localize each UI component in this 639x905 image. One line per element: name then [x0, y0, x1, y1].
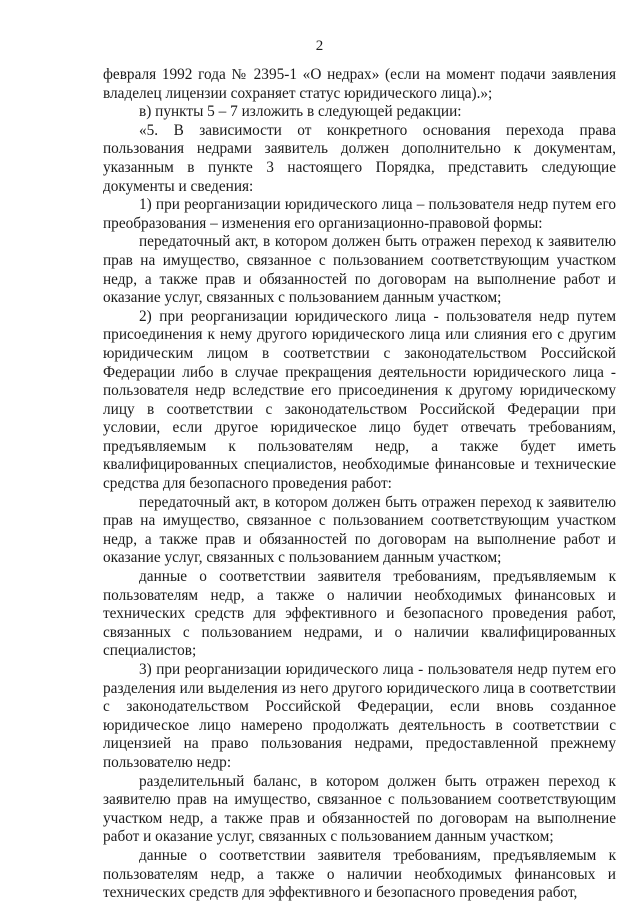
paragraph-continuation: февраля 1992 года № 2395-1 «О недрах» (если на момент подачи заявления владелец лицензии сохраняет статус юридического лица).»;: [103, 66, 616, 102]
page-number: 2: [315, 38, 324, 54]
paragraph-compliance-data-2: данные о соответствии заявителя требованиям, предъявляемым к пользователям недр, а также о наличии необходимых финансовых и технических средств для эффективного и безопасного проведения работ,: [103, 846, 616, 902]
paragraph-transfer-act-2: передаточный акт, в котором должен быть отражен переход к заявителю прав на имущество, связанное с пользованием соответствующим участком недр, а также прав и обязанностей по договорам на выполнение работ и оказание услуг, связанных с пользованием данным участком;: [103, 493, 616, 567]
paragraph-item-1: 1) при реорганизации юридического лица – пользователя недр путем его преобразования – изменения его организационно-правовой формы:: [103, 196, 616, 232]
paragraph-transfer-act-1: передаточный акт, в котором должен быть отражен переход к заявителю прав на имущество, связанное с пользованием соответствующим участком недр, а также прав и обязанностей по договорам на выполнение работ и оказание услуг, связанных с пользованием данным участком;: [103, 233, 616, 307]
paragraph-item-2: 2) при реорганизации юридического лица - пользователя недр путем присоединения к нему другого юридического лица или слияния его с другим юридическим лицом в соответствии с законодательством Российской Федерации либо в случае прекращения деятельности юридического лица - пользователя недр вследствие его присоединения к другому юридическому лицу в соответствии с законодательством Российской Федерации при условии, если другое юридическое лицо будет отвечать требованиям, предъявляемым к пользователям недр, а также будет иметь квалифицированных специалистов, необходимые финансовые и технические средства для безопасного проведения работ:: [103, 307, 616, 493]
paragraph-item-3: 3) при реорганизации юридического лица - пользователя недр путем его разделения или выделения из него другого юридического лица в соответствии с законодательством Российской Федерации, если вновь созданное юридическое лицо намерено продолжать деятельность в соответствии с лицензией на право пользования недрами, предоставленной прежнему пользователю недр:: [103, 661, 616, 771]
document-body: [103, 66, 616, 903]
paragraph-separation-balance: разделительный баланс, в котором должен быть отражен переход к заявителю прав на имущество, связанное с пользованием соответствующим участком недр, а также прав и обязанностей по договорам на выполнение работ и оказание услуг, связанных с пользованием данным участком;: [103, 772, 616, 846]
paragraph-compliance-data-1: данные о соответствии заявителя требованиям, предъявляемым к пользователям недр, а также о наличии необходимых финансовых и технических средств для эффективного и безопасного проведения работ, связанных с пользованием недрами, и о наличии квалифицированных специалистов;: [103, 568, 616, 660]
paragraph-point-5: «5. В зависимости от конкретного основания перехода права пользования недрами заявитель должен дополнительно к документам, указанным в пункте 3 настоящего Порядка, представить следующие документы и сведения:: [103, 121, 616, 195]
paragraph-amendment-v: в) пункты 5 – 7 изложить в следующей редакции:: [139, 103, 462, 121]
